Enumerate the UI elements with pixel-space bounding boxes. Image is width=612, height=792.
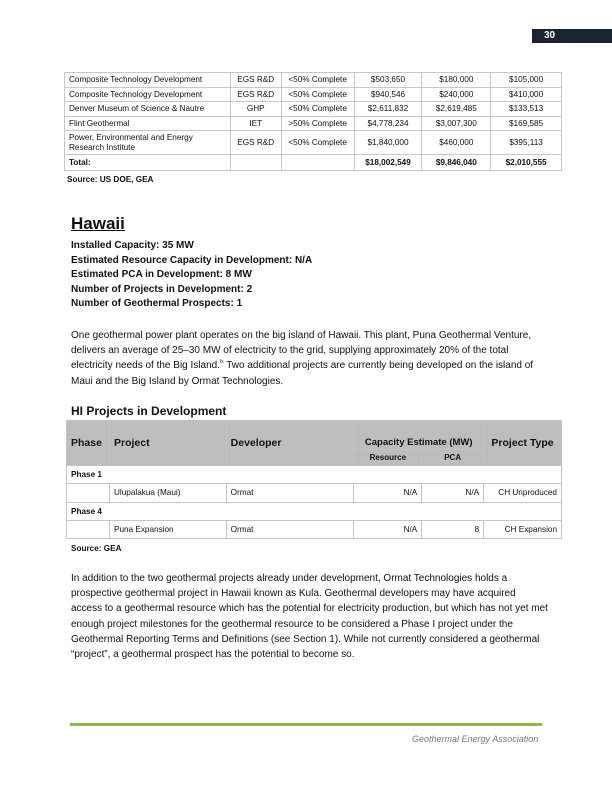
total-sum-cell: $18,002,549 <box>354 155 422 171</box>
type-cell: GHP <box>230 102 281 117</box>
project-cell: Composite Technology Development <box>65 73 231 88</box>
total-row <box>65 155 562 171</box>
total-cell: $940,546 <box>354 87 422 102</box>
cost-share-sum-cell: $2,010,555 <box>491 155 562 171</box>
status-cell: <50% Complete <box>281 73 354 88</box>
federal-cell: $2,619,485 <box>422 102 491 117</box>
header-phase: Phase <box>67 421 110 466</box>
type-cell: EGS R&D <box>230 87 281 102</box>
intro-paragraph: One geothermal power plant operates on the big island of Hawaii. This plant, Puna Geothermal Venture, delivers an average of 25–30 MW of electricity to the grid, supplying approximately 20% of the total electricity needs of the Big Island.$^{lx}$ Two additional projects are currently being developed on the island of Maui and the Big Island by Ormat Technologies. <box>71 330 534 387</box>
type-cell: EGS R&D <box>230 73 281 88</box>
header-capacity: Capacity Estimate (MW) <box>354 421 484 450</box>
footer-org-name: Geothermal Energy Association <box>412 734 539 744</box>
projects-heading: HI Projects in Development <box>71 404 227 418</box>
table-row <box>67 520 562 539</box>
phase-row <box>67 502 562 520</box>
project-cell: Flint Geothermal <box>65 116 231 131</box>
header-project-type: Project Type <box>484 421 562 466</box>
table-row <box>65 87 562 102</box>
projects-source: Source: GEA <box>71 544 122 553</box>
project-cell: Power, Environmental and Energy Research Institute <box>65 131 231 155</box>
federal-sum-cell: $9,846,040 <box>422 155 491 171</box>
table-row <box>67 484 562 503</box>
page-number: 30 <box>532 29 612 43</box>
project-cell: Ulupalakua (Maui) <box>109 484 226 503</box>
stat-installed-capacity: Installed Capacity: 35 MW <box>71 240 194 251</box>
status-cell: <50% Complete <box>281 131 354 155</box>
stat-prospects: Number of Geothermal Prospects: 1 <box>71 298 243 310</box>
prospect-paragraph: In addition to the two geothermal projects already under development, Ormat Technologies holds a prospective geothermal project in Hawaii known as Kula. Geothermal developers may have acquired access to a geothermal resource which has the potential for electricity production, but which has not yet met enough project milestones for the geothermal resource to be considered a Phase I project under the Geothermal Reporting Terms and Definitions (see Section 1). While not currently considered a geothermal “project”, a geothermal prospect has the potential to become so. <box>71 573 548 661</box>
projects-table <box>66 420 562 539</box>
status-cell: >50% Complete <box>281 116 354 131</box>
table-row <box>65 102 562 117</box>
status-cell: <50% Complete <box>281 87 354 102</box>
type-cell: CH Expansion <box>484 520 562 539</box>
federal-cell: $180,000 <box>422 73 491 88</box>
project-cell: Denver Museum of Science & Nautre <box>65 102 231 117</box>
phase-label: Phase 4 <box>67 502 562 520</box>
table-row <box>65 116 562 131</box>
phase-label: Phase 1 <box>67 466 562 484</box>
total-cell: $503,650 <box>354 73 422 88</box>
stat-resource-capacity: Estimated Resource Capacity in Development: N/A <box>71 254 313 266</box>
pca-cell: 8 <box>422 520 484 539</box>
funding-source: Source: US DOE, GEA <box>67 175 154 184</box>
cost-share-cell: $133,513 <box>491 102 562 117</box>
total-cell: $1,840,000 <box>354 131 422 155</box>
type-cell: CH Unproduced <box>484 484 562 503</box>
header-resource: Resource <box>354 450 422 466</box>
footer-divider <box>70 723 542 726</box>
stat-projects: Number of Projects in Development: 2 <box>71 283 253 295</box>
hawaii-stats <box>71 239 312 312</box>
resource-cell: N/A <box>354 484 422 503</box>
phase-row <box>67 466 562 484</box>
cost-share-cell: $105,000 <box>491 73 562 88</box>
type-cell: IET <box>230 116 281 131</box>
header-developer: Developer <box>226 421 354 466</box>
header-pca: PCA <box>422 450 484 466</box>
developer-cell: Ormat <box>226 484 354 503</box>
total-cell: $4,778,234 <box>354 116 422 131</box>
resource-cell: N/A <box>354 520 422 539</box>
stat-pca: Estimated PCA in Development: 8 MW <box>71 269 252 281</box>
section-title: Hawaii <box>71 214 125 233</box>
federal-cell: $3,007,300 <box>422 116 491 131</box>
project-cell: Composite Technology Development <box>65 87 231 102</box>
funding-table <box>64 72 562 171</box>
project-cell: Puna Expansion <box>109 520 226 539</box>
cost-share-cell: $169,585 <box>491 116 562 131</box>
cost-share-cell: $395,113 <box>491 131 562 155</box>
total-cell: $2,611,832 <box>354 102 422 117</box>
table-row <box>65 131 562 155</box>
cost-share-cell: $410,000 <box>491 87 562 102</box>
total-label: Total: <box>65 155 231 171</box>
endnote-marker[interactable]: lx <box>219 359 224 366</box>
status-cell: <50% Complete <box>281 102 354 117</box>
pca-cell: N/A <box>422 484 484 503</box>
table-row <box>65 73 562 88</box>
header-project: Project <box>109 421 226 466</box>
type-cell: EGS R&D <box>230 131 281 155</box>
federal-cell: $240,000 <box>422 87 491 102</box>
federal-cell: $460,000 <box>422 131 491 155</box>
developer-cell: Ormat <box>226 520 354 539</box>
